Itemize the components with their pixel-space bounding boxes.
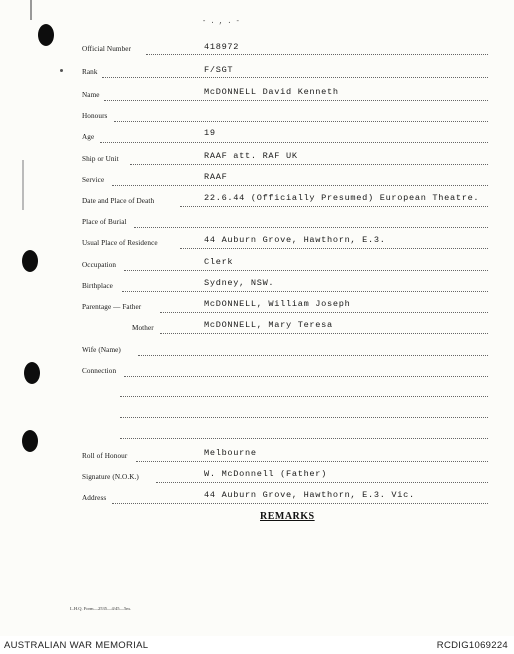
honours-line	[114, 120, 488, 122]
connection-line-4	[120, 437, 488, 439]
archive-footer	[0, 636, 514, 654]
parentage-father-line	[160, 311, 488, 313]
honours-label: Honours	[82, 112, 108, 120]
parentage-mother-value: McDONNELL, Mary Teresa	[204, 320, 333, 330]
rank-value: F/SGT	[204, 65, 234, 75]
usual-residence-value: 44 Auburn Grove, Hawthorn, E.3.	[204, 235, 386, 245]
connection-line-2	[120, 395, 488, 397]
occupation-value: Clerk	[204, 257, 234, 267]
address-value: 44 Auburn Grove, Hawthorn, E.3. Vic.	[204, 490, 415, 500]
connection-line-1	[124, 375, 488, 377]
footer-record-id: RCDIG1069224	[436, 640, 508, 651]
ship-or-unit-label: Ship or Unit	[82, 155, 119, 163]
parentage-mother-line	[160, 332, 488, 334]
top-mark: - . , . -	[202, 18, 240, 26]
form-print-code: L.H.Q. Form—2535—4/45—5m.	[70, 606, 131, 611]
parentage-mother-label: Mother	[132, 324, 154, 332]
wife-line	[138, 354, 488, 356]
usual-residence-line	[180, 247, 488, 249]
date-place-death-line	[180, 205, 488, 207]
date-place-death-value: 22.6.44 (Officially Presumed) European Theatre.	[204, 193, 480, 203]
punch-hole-2	[22, 250, 38, 272]
roll-of-honour-line	[136, 460, 488, 462]
official-number-line	[146, 53, 488, 55]
address-label: Address	[82, 494, 107, 502]
punch-hole-1	[38, 24, 54, 46]
occupation-label: Occupation	[82, 261, 117, 269]
connection-label: Connection	[82, 367, 117, 375]
official-number-value: 418972	[204, 42, 240, 52]
name-value: McDONNELL David Kenneth	[204, 87, 339, 97]
remarks-heading: REMARKS	[260, 511, 315, 522]
footer-source: AUSTRALIAN WAR MEMORIAL	[4, 640, 149, 651]
birthplace-line	[122, 290, 488, 292]
age-line	[100, 141, 488, 143]
name-label: Name	[82, 91, 100, 99]
signature-label: Signature (N.O.K.)	[82, 473, 139, 481]
occupation-line	[124, 269, 488, 271]
punch-hole-4	[22, 430, 38, 452]
birthplace-value: Sydney, NSW.	[204, 278, 275, 288]
rank-label: Rank	[82, 68, 98, 76]
name-line	[104, 99, 488, 101]
wife-label: Wife (Name)	[82, 346, 121, 354]
punch-hole-3	[24, 362, 40, 384]
rank-line	[102, 76, 488, 78]
roll-of-honour-label: Roll of Honour	[82, 452, 128, 460]
age-value: 19	[204, 128, 216, 138]
official-number-label: Official Number	[82, 45, 132, 53]
place-of-burial-line	[134, 226, 488, 228]
age-label: Age	[82, 133, 95, 141]
connection-line-3	[120, 416, 488, 418]
service-line	[112, 184, 488, 186]
ink-speck	[60, 69, 63, 72]
margin-scan-edge	[22, 160, 24, 210]
margin-scan-edge	[30, 0, 32, 20]
parentage-father-value: McDONNELL, William Joseph	[204, 299, 351, 309]
place-of-burial-label: Place of Burial	[82, 218, 127, 226]
ship-or-unit-value: RAAF att. RAF UK	[204, 151, 298, 161]
address-line	[112, 502, 488, 504]
parentage-father-label: Parentage — Father	[82, 303, 142, 311]
birthplace-label: Birthplace	[82, 282, 113, 290]
ship-or-unit-line	[130, 163, 488, 165]
service-value: RAAF	[204, 172, 228, 182]
date-place-death-label: Date and Place of Death	[82, 197, 155, 205]
roll-of-honour-value: Melbourne	[204, 448, 257, 458]
service-label: Service	[82, 176, 105, 184]
usual-residence-label: Usual Place of Residence	[82, 239, 158, 247]
signature-line	[156, 481, 488, 483]
signature-value: W. McDonnell (Father)	[204, 469, 327, 479]
